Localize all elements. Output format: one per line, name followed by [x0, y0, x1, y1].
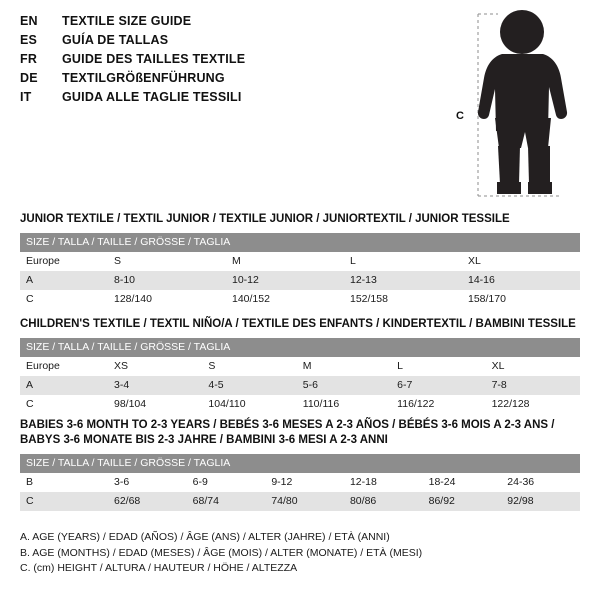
cell: 4-5 [202, 376, 296, 395]
table-junior-textile [20, 233, 580, 309]
cell: 62/68 [108, 492, 187, 511]
cell: 5-6 [297, 376, 391, 395]
section-title-children: CHILDREN'S TEXTILE / TEXTIL NIÑO/A / TEXTILE DES ENFANTS / KINDERTEXTIL / BAMBINI TESSILE [20, 318, 576, 330]
cell: 24-36 [501, 473, 580, 492]
footnote-age-months: B. AGE (MONTHS) / EDAD (MESES) / ÂGE (MOIS) / ALTER (MONATE) / ETÀ (MESI) [20, 546, 423, 559]
table-childrens-textile [20, 338, 580, 414]
row-label: A [20, 271, 108, 290]
table-head-label: SIZE / TALLA / TAILLE / GRÖSSE / TAGLIA [20, 454, 580, 473]
cell: 116/122 [391, 395, 485, 414]
table-row [20, 376, 580, 395]
language-code-de: DE [20, 71, 38, 85]
language-row-es [20, 33, 440, 52]
cell: 68/74 [187, 492, 266, 511]
cell: 80/86 [344, 492, 423, 511]
cell: 110/116 [297, 395, 391, 414]
cell: L [344, 252, 462, 271]
row-label: C [20, 290, 108, 309]
cell: 98/104 [108, 395, 202, 414]
footnote-age-years: A. AGE (YEARS) / EDAD (AÑOS) / ÂGE (ANS) / ALTER (JAHRE) / ETÀ (ANNI) [20, 531, 390, 543]
cell: 3-4 [108, 376, 202, 395]
cell: 14-16 [462, 271, 580, 290]
cell: 12-18 [344, 473, 423, 492]
cell: 8-10 [108, 271, 226, 290]
cell: 18-24 [423, 473, 502, 492]
footnote-height-cm: C. (cm) HEIGHT / ALTURA / HAUTEUR / HÖHE / ALTEZZA [20, 562, 298, 574]
guide-title-es: GUÍA DE TALLAS [62, 33, 169, 47]
guide-title-fr: GUIDE DES TAILLES TEXTILE [62, 52, 246, 66]
cell: 6-7 [391, 376, 485, 395]
cell: 122/128 [486, 395, 580, 414]
table-row [20, 473, 580, 492]
section-junior-textile [20, 212, 580, 309]
language-row-it [20, 90, 440, 109]
language-code-it: IT [20, 90, 32, 104]
section-title-junior: JUNIOR TEXTILE / TEXTIL JUNIOR / TEXTILE JUNIOR / JUNIORTEXTIL / JUNIOR TESSILE [20, 213, 510, 225]
table-babies-textile [20, 454, 580, 511]
guide-title-it: GUIDA ALLE TAGLIE TESSILI [62, 90, 242, 104]
table-row [20, 492, 580, 511]
language-code-en: EN [20, 14, 38, 28]
section-childrens-textile [20, 317, 580, 414]
table-row [20, 271, 580, 290]
language-title-block [20, 14, 440, 109]
cell: M [297, 357, 391, 376]
cell: XL [486, 357, 580, 376]
section-title-babies: BABIES 3-6 MONTH TO 2-3 YEARS / BEBÉS 3-6 MESES A 2-3 AÑOS / BÉBÉS 3-6 MOIS A 2-3 ANS / BABYS 3-6 MONATE BIS 2-3 JAHRE / BAMBINI 3-6 MESI A 2-3 ANNI [20, 419, 555, 446]
cell: 6-9 [187, 473, 266, 492]
table-head-row [20, 233, 580, 252]
table-row [20, 252, 580, 271]
toddler-silhouette-icon [440, 6, 590, 202]
row-label: C [20, 395, 108, 414]
table-head-row [20, 454, 580, 473]
language-row-fr [20, 52, 440, 71]
cell: 152/158 [344, 290, 462, 309]
language-code-es: ES [20, 33, 38, 47]
cell: 158/170 [462, 290, 580, 309]
cell: 92/98 [501, 492, 580, 511]
table-row [20, 357, 580, 376]
cell: 128/140 [108, 290, 226, 309]
table-head-label: SIZE / TALLA / TAILLE / GRÖSSE / TAGLIA [20, 338, 580, 357]
language-row-en [20, 14, 440, 33]
cell: 12-13 [344, 271, 462, 290]
table-head-row [20, 338, 580, 357]
cell: S [108, 252, 226, 271]
cell: S [202, 357, 296, 376]
row-label: Europe [20, 252, 108, 271]
row-label: B [20, 473, 108, 492]
height-indicator-label: C [456, 110, 464, 122]
guide-title-en: TEXTILE SIZE GUIDE [62, 14, 192, 28]
cell: M [226, 252, 344, 271]
table-row [20, 395, 580, 414]
section-babies-textile [20, 418, 580, 511]
row-label: C [20, 492, 108, 511]
cell: 86/92 [423, 492, 502, 511]
cell: 7-8 [486, 376, 580, 395]
language-code-fr: FR [20, 52, 38, 66]
cell: L [391, 357, 485, 376]
row-label: A [20, 376, 108, 395]
guide-title-de: TEXTILGRÖßENFÜHRUNG [62, 71, 225, 85]
cell: 140/152 [226, 290, 344, 309]
measurement-figure [440, 6, 590, 202]
footnotes [20, 530, 580, 577]
cell: XS [108, 357, 202, 376]
cell: 104/110 [202, 395, 296, 414]
cell: 9-12 [265, 473, 344, 492]
table-row [20, 290, 580, 309]
table-head-label: SIZE / TALLA / TAILLE / GRÖSSE / TAGLIA [20, 233, 580, 252]
cell: 10-12 [226, 271, 344, 290]
language-row-de [20, 71, 440, 90]
row-label: Europe [20, 357, 108, 376]
cell: XL [462, 252, 580, 271]
cell: 3-6 [108, 473, 187, 492]
cell: 74/80 [265, 492, 344, 511]
